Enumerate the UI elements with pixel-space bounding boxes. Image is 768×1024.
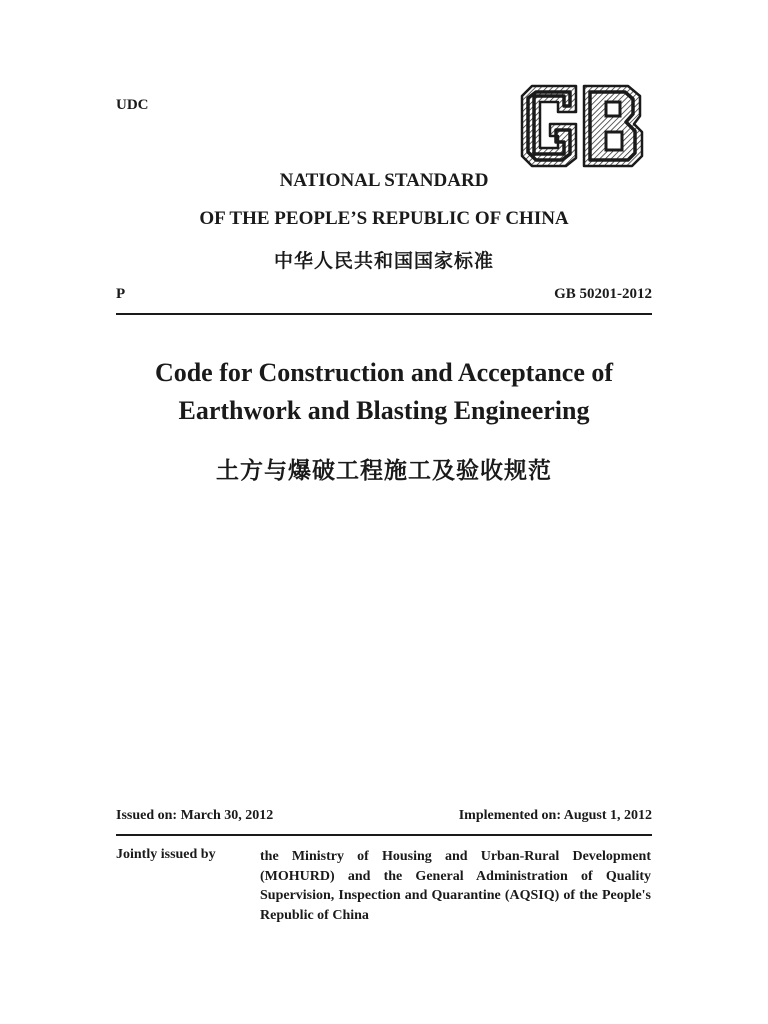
document-title-cn: 土方与爆破工程施工及验收规范 [216, 458, 552, 484]
header-divider [116, 313, 652, 315]
standard-number: GB 50201-2012 [554, 286, 652, 302]
issuing-authorities: the Ministry of Housing and Urban-Rural Development (MOHURD) and the General Administration of Quality Supervision, Inspection and Quarantine (AQSIQ) of the People's Republic of China [260, 849, 651, 923]
document-title-en-line1: Code for Construction and Acceptance of [154, 358, 614, 387]
implemented-date: Implemented on: August 1, 2012 [458, 808, 652, 823]
gb-logo [512, 82, 650, 168]
document-title-en-line2: Earthwork and Blasting Engineering [178, 396, 590, 425]
national-standard-cn: 中华人民共和国国家标准 [273, 250, 494, 272]
footer-divider [116, 834, 652, 836]
issued-date: Issued on: March 30, 2012 [116, 808, 274, 823]
document-title-en [0, 354, 768, 430]
national-standard-line1: NATIONAL STANDARD [279, 170, 489, 191]
jointly-issued-label: Jointly issued by [116, 847, 216, 862]
national-standard-line2: OF THE PEOPLE’S REPUBLIC OF CHINA [199, 208, 569, 229]
udc-label: UDC [116, 97, 149, 113]
classification-code: P [116, 286, 126, 302]
